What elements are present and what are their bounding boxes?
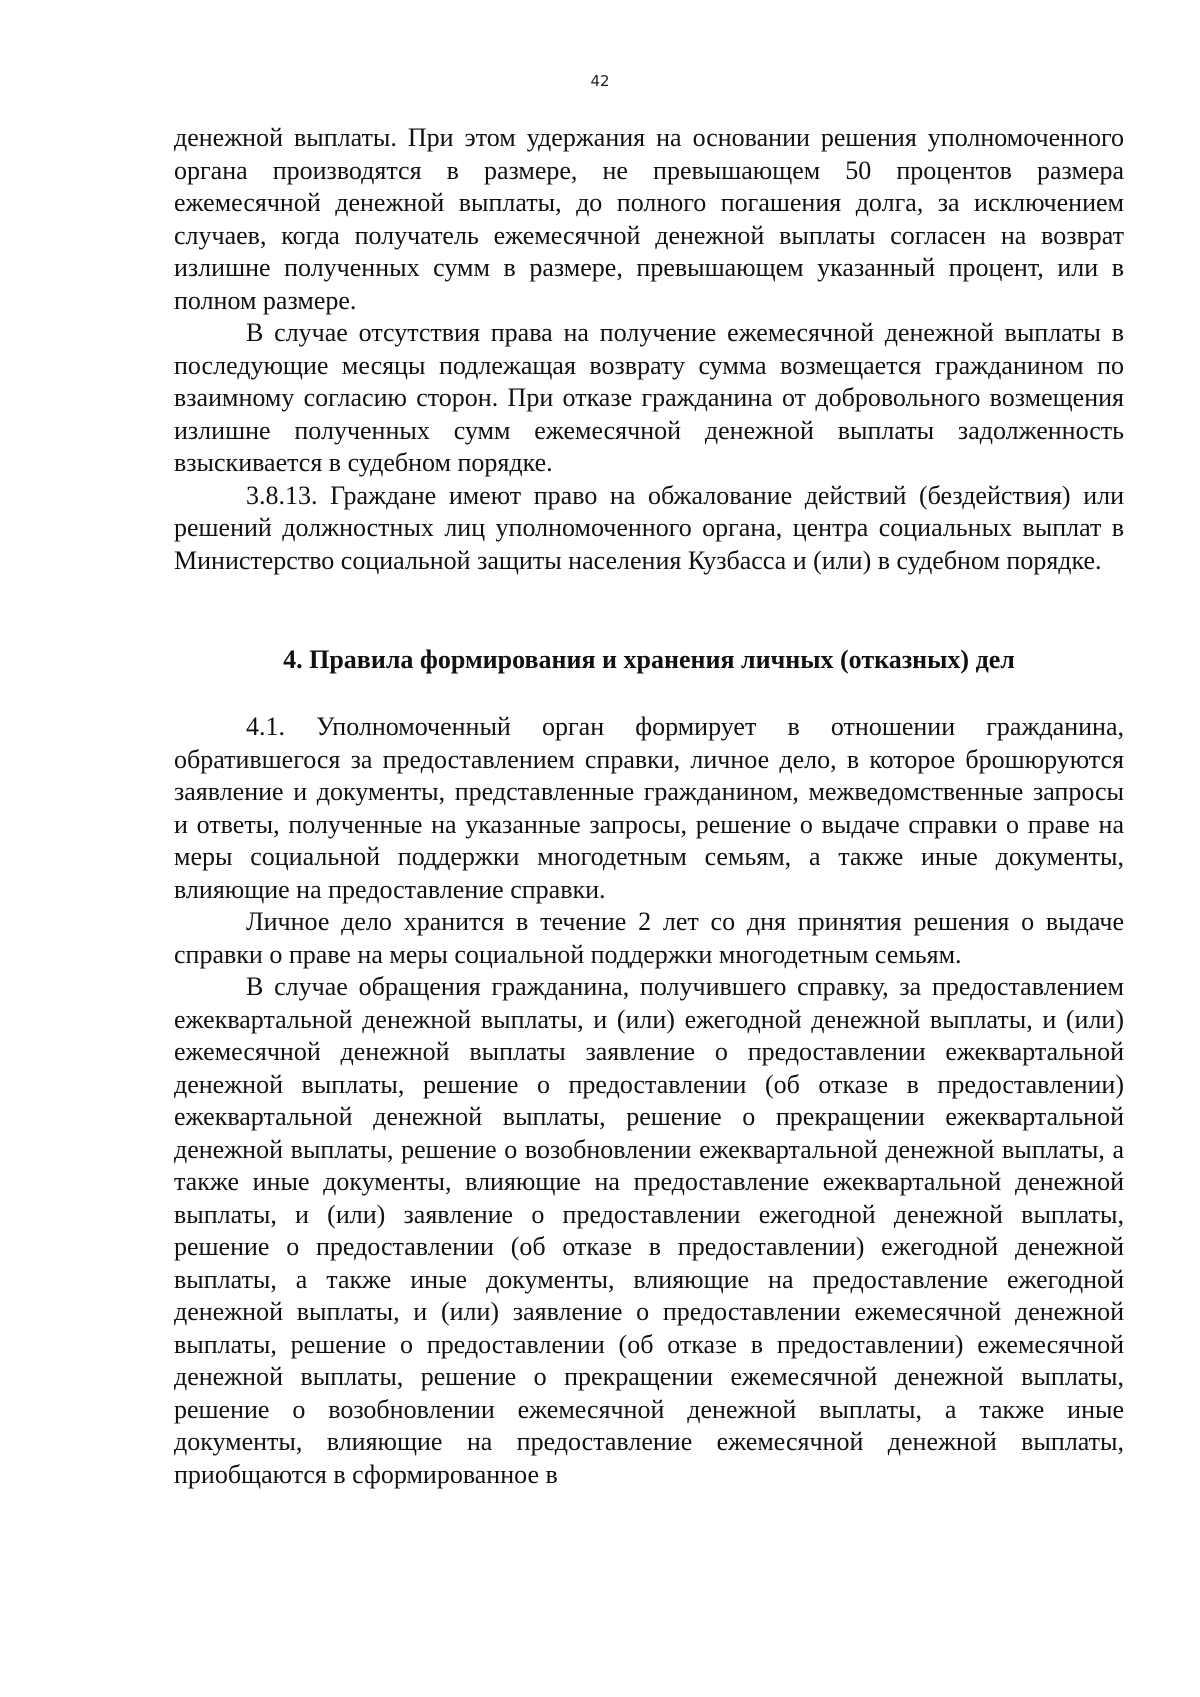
paragraph-3-8-13: 3.8.13. Граждане имеют право на обжалование действий (бездействия) или решений должностных лиц уполномоченного органа, центра социальных выплат в Министерство социальной защиты населения Кузбасса и (или) в судебном порядке.: [174, 480, 1124, 575]
paragraph-storage: Личное дело хранится в течение 2 лет со дня принятия решения о выдаче справки о праве на меры социальной поддержки многодетным семьям.: [174, 907, 1124, 969]
page-number: 42: [590, 72, 610, 90]
paragraph-refund: В случае отсутствия права на получение ежемесячной денежной выплаты в последующие месяцы подлежащая возврату сумма возмещается гражданином по взаимному согласию сторон. При отказе гражданина от добровольного возмещения излишне полученных сумм ежемесячной денежной выплаты задолженность взыскивается в судебном порядке.: [174, 318, 1124, 477]
paragraph-continuation: денежной выплаты. При этом удержания на основании решения уполномоченного органа производятся в размере, не превышающем 50 процентов размера ежемесячной денежной выплаты, до полного погашения долга, за исключением случаев, когда получатель ежемесячной денежной выплаты согласен на возврат излишне полученных сумм в размере, превышающем указанный процент, или в полном размере.: [174, 123, 1124, 315]
text-block-bottom: [174, 711, 1124, 1491]
text-block-top: [174, 122, 1124, 577]
section-heading: 4. Правила формирования и хранения личных (отказных) дел: [283, 645, 1015, 674]
paragraph-applications: В случае обращения гражданина, получившего справку, за предоставлением ежеквартальной денежной выплаты, и (или) ежегодной денежной выплаты, и (или) ежемесячной денежной выплаты заявление о предоставлении ежеквартальной денежной выплаты, решение о предоставлении (об отказе в предоставлении) ежеквартальной денежной выплаты, решение о прекращении ежеквартальной денежной выплаты, решение о возобновлении ежеквартальной денежной выплаты, а также иные документы, влияющие на предоставление ежеквартальной денежной выплаты, и (или) заявление о предоставлении ежегодной денежной выплаты, решение о предоставлении (об отказе в предоставлении) ежегодной денежной выплаты, а также иные документы, влияющие на предоставление ежегодной денежной выплаты, и (или) заявление о предоставлении ежемесячной денежной выплаты, решение о предоставлении (об отказе в предоставлении) ежемесячной денежной выплаты, решение о прекращении ежемесячной денежной выплаты, решение о возобновлении ежемесячной денежной выплаты, а также иные документы, влияющие на предоставление ежемесячной денежной выплаты, приобщаются в сформированное в: [174, 972, 1124, 1489]
paragraph-4-1: 4.1. Уполномоченный орган формирует в отношении гражданина, обратившегося за предоставлением справки, личное дело, в которое брошюруются заявление и документы, представленные гражданином, межведомственные запросы и ответы, полученные на указанные запросы, решение о выдаче справки о праве на меры социальной поддержки многодетным семьям, а также иные документы, влияющие на предоставление справки.: [174, 712, 1124, 904]
